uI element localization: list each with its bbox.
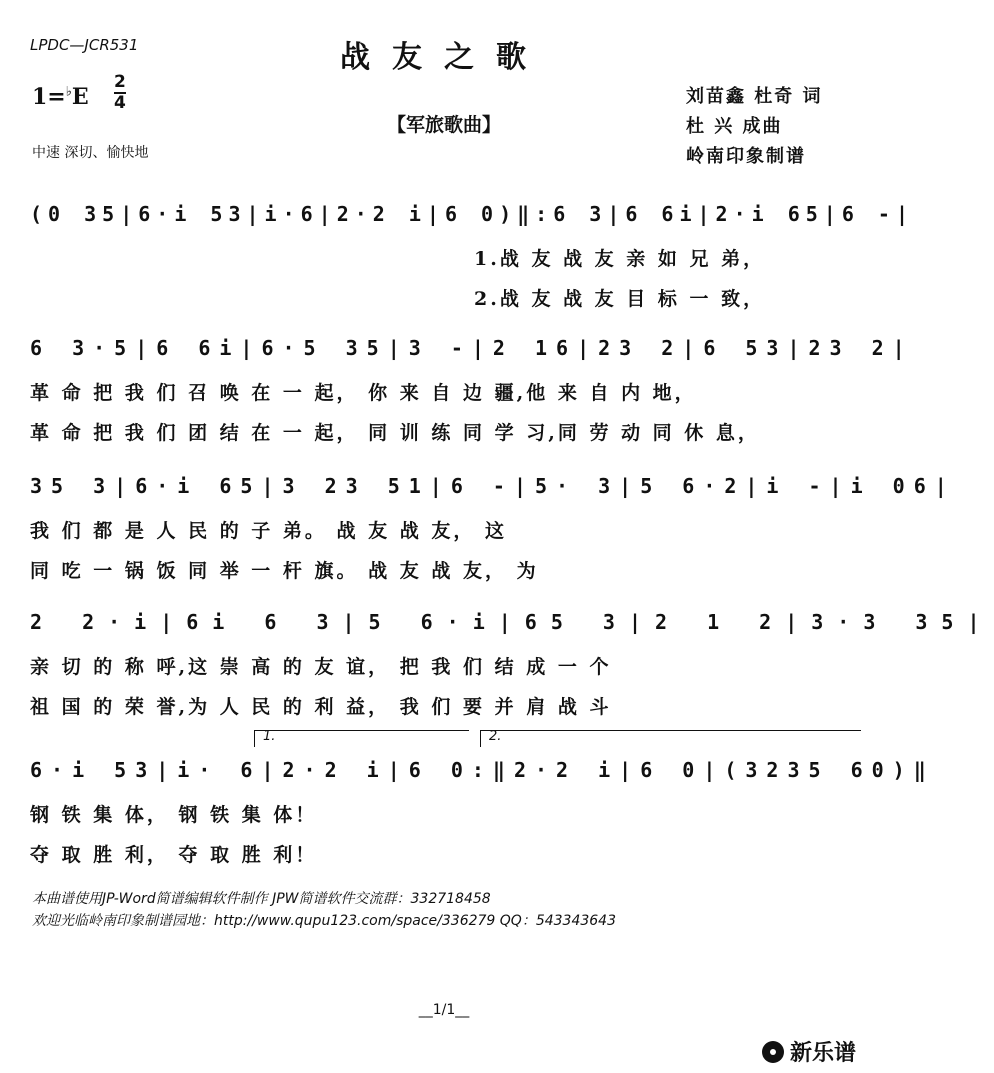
- score-system-1: [0, 196, 915, 236]
- lyric-line: 祖 国 的 荣 誉,为 人 民 的 利 益， 我 们 要 并 肩 战 斗: [30, 696, 612, 718]
- volta-bracket-1: [254, 730, 469, 747]
- composer-credit: 杜 兴 成曲: [686, 116, 783, 137]
- notation-line: 35 3|6·i 65|3 23 51|6 -|5· 3|5 6·2|i -|i 06|: [30, 474, 956, 498]
- lyric-line: 革 命 把 我 们 召 唤 在 一 起， 你 来 自 边 疆,他 来 自 内 地，: [30, 382, 697, 404]
- genre-label: 【军旅歌曲】: [386, 114, 501, 136]
- page-number: __1/1__: [418, 1002, 470, 1018]
- key-note: E: [71, 84, 89, 110]
- notation-line: 2 2·i|6i 6 3|5 6·i|65 3|2 1 2|3·3 35|: [30, 610, 994, 634]
- lyric-line: 钢 铁 集 体， 钢 铁 集 体！: [30, 804, 318, 826]
- flat-sign: ♭: [65, 84, 72, 100]
- volta-bracket-2: [480, 730, 861, 747]
- logo-text: 新乐谱: [790, 1041, 857, 1066]
- time-denominator: 4: [114, 93, 126, 113]
- score-system-5: [0, 752, 935, 792]
- lyric-line: 2.战 友 战 友 目 标 一 致，: [474, 288, 766, 310]
- key-signature: [32, 84, 89, 110]
- lyric-line: 革 命 把 我 们 团 结 在 一 起， 同 训 练 同 学 习,同 劳 动 同 休 息，: [30, 422, 760, 444]
- footer-software-note: 本曲谱使用JP-Word简谱编辑软件制作 JPW简谱软件交流群：332718458: [32, 891, 491, 907]
- lyricist-credit: 刘苗鑫 杜奇 词: [686, 86, 823, 107]
- notation-line: (0 35|6·i 53|i·6|2·2 i|6 0)‖:6 3|6 6i|2·i 65|6 -|: [30, 202, 915, 226]
- score-system-3: [0, 468, 956, 508]
- arranger-credit: 岭南印象制谱: [686, 146, 806, 167]
- score-code: LPDC—JCR531: [30, 36, 139, 54]
- lyric-line: 亲 切 的 称 呼,这 崇 高 的 友 谊， 把 我 们 结 成 一 个: [30, 656, 612, 678]
- lyric-line: 同 吃 一 锅 饭 同 举 一 杆 旗。 战 友 战 友， 为: [30, 560, 539, 582]
- record-icon: [762, 1041, 784, 1063]
- lyric-line: 我 们 都 是 人 民 的 子 弟。 战 友 战 友， 这: [30, 520, 507, 542]
- site-logo: [762, 1036, 856, 1067]
- score-system-2: [0, 330, 914, 370]
- footer-website-note: 欢迎光临岭南印象制谱园地：http://www.qupu123.com/space/336279 QQ：543343643: [32, 913, 616, 929]
- tempo-marking: 中速 深切、愉快地: [32, 145, 149, 161]
- time-signature: [114, 74, 126, 112]
- time-numerator: 2: [114, 72, 126, 92]
- song-title: 战友之歌: [340, 40, 548, 75]
- volta-1-label: 1.: [263, 729, 276, 744]
- notation-line: 6 3·5|6 6i|6·5 35|3 -|2 16|23 2|6 53|23 2|: [30, 336, 914, 360]
- lyric-line: 1.战 友 战 友 亲 如 兄 弟，: [474, 248, 766, 270]
- notation-line: 6·i 53|i· 6|2·2 i|6 0:‖2·2 i|6 0|(3235 60)‖: [30, 758, 935, 782]
- lyric-line: 夺 取 胜 利， 夺 取 胜 利！: [30, 844, 318, 866]
- key-prefix: 1=: [32, 84, 66, 110]
- volta-2-label: 2.: [489, 729, 502, 744]
- score-system-4: [0, 604, 994, 644]
